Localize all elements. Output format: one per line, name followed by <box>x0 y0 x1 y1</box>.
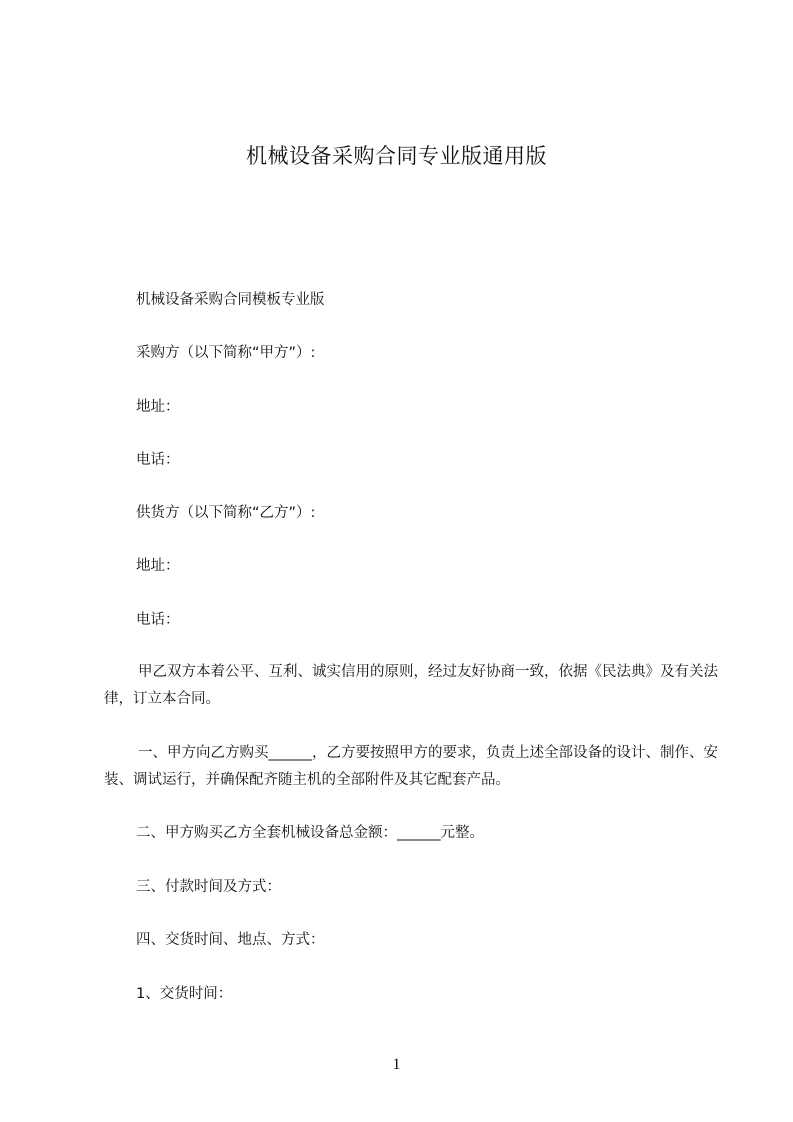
clause-1-paragraph: 一、甲方向乙方购买______，乙方要按照甲方的要求，负责上述全部设备的设计、制作、安装、调试运行，并确保配齐随主机的全部附件及其它配套产品。 <box>104 745 718 788</box>
buyer-address-line: 地址： <box>136 399 180 415</box>
buyer-phone-line: 电话： <box>136 452 180 468</box>
preamble-paragraph: 甲乙双方本着公平、互利、诚实信用的原则，经过友好协商一致，依据《民法典》及有关法律，订立本合同。 <box>104 664 718 707</box>
supplier-line: 供货方（以下简称“乙方”）: <box>136 505 316 521</box>
supplier-phone-line: 电话： <box>136 612 180 628</box>
clause-2-paragraph: 二、甲方购买乙方全套机械设备总金额：______元整。 <box>136 825 484 841</box>
buyer-line: 采购方（以下简称“甲方”）: <box>136 345 316 361</box>
clause-4-1-paragraph: 1、交货时间： <box>136 986 233 1002</box>
page-number: 1 <box>392 1056 401 1073</box>
subtitle-paragraph: 机械设备采购合同模板专业版 <box>136 292 325 308</box>
clause-3-paragraph: 三、付款时间及方式： <box>136 879 281 895</box>
supplier-address-line: 地址： <box>136 558 180 574</box>
clause-4-paragraph: 四、交货时间、地点、方式： <box>136 932 325 948</box>
document-title: 机械设备采购合同专业版通用版 <box>246 144 547 168</box>
